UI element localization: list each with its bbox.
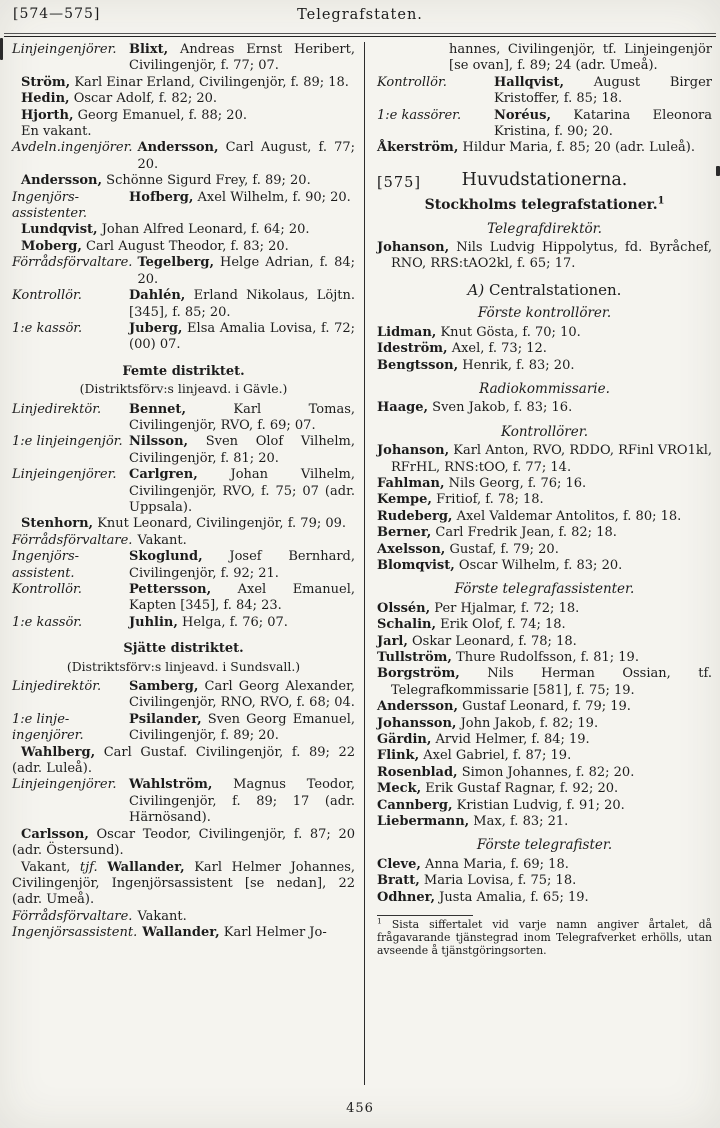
person-name: Johansson, [377,715,457,731]
footnote [377,915,712,958]
person-name: Fahlman, [377,475,445,491]
page-number-bracket: [575] [377,174,421,191]
entry-text [377,357,712,374]
role-label: Förrådsförvaltare. [12,255,133,271]
directory-entry [12,321,355,354]
entry-details: Katarina Eleonora Kristina, f. 90; 20. [494,107,712,140]
entry-text [129,549,355,582]
person-name: Bratt, [377,873,420,889]
person-name: Moberg, [21,238,82,254]
page-footer [0,1101,720,1116]
person-name: Flink, [377,748,420,764]
entry-text [377,814,712,830]
scan-artifact [0,38,3,60]
person-name: Cleve, [377,856,421,872]
entry-details: Karl Tomas, Civilingenjör, RVO, f. 69; 07. [129,401,355,433]
entry-details: hannes, Civilingenjör, tf. Linjeingenjör [se ovan], f. 89; 24 (adr. Umeå). [449,42,712,74]
person-name: Axelsson, [377,541,446,557]
directory-entry [12,42,355,75]
entry-details: Max, f. 83; 21. [469,814,569,830]
entry-details: Gustaf Leonard, f. 79; 19. [458,699,631,715]
district-subnote: (Distriktsförv:s linjeavd. i Gävle.) [79,381,288,397]
entry-details: Axel Emanuel, Kapten [345], f. 84; 23. [129,582,355,614]
person-name: Schalin, [377,617,437,633]
entry-details: Johan Vilhelm, Civilingenjör, RVO, f. 75; 07 (adr. Uppsala). [129,467,355,515]
entry-text [12,108,355,124]
directory-entry [12,679,355,712]
entry-text [12,827,355,860]
entry-text [12,860,355,909]
entry-details: August Birger Kristoffer, f. 85; 18. [494,74,712,107]
footnote-text: Sista siffertalet vid varje namn angiver årtalet, då frågavarande tjänstegrad inom Telegrafverket erhölls, utan avseende å tjänstgöringsorten. [377,918,712,957]
directory-entry [12,434,355,467]
directory-entry [377,873,712,889]
directory-entry [377,890,712,906]
person-name: Bengtsson, [377,357,459,373]
entry-text [377,508,712,525]
directory-entry [377,798,712,814]
right-column [364,42,712,1085]
entry-text [129,615,355,631]
left-column [12,42,364,1085]
columns [0,37,720,1085]
entry-details: Georg Emanuel, f. 88; 20. [73,107,247,123]
person-name: Blomqvist, [377,557,455,573]
entry-text [129,402,355,435]
directory-entry [12,190,355,223]
entry-text [137,533,355,549]
district-heading: Femte distriktet. [122,363,245,379]
role-label: 1:e kassör. [12,614,83,630]
entry-details: Nils Georg, f. 76; 16. [444,475,587,491]
footnote-ref: 1 [657,195,665,207]
station-heading [377,197,712,213]
entry-text [12,124,355,140]
entry-text [377,492,712,508]
person-name: Juhlin, [129,614,178,630]
person-name: Jarl, [377,633,408,649]
entry-details: Magnus Teodor, Civilingenjör, f. 89; 17 (adr. Härnösand). [129,777,355,826]
directory-entry [12,402,355,435]
role-group-heading: Kontrollörer. [500,423,589,440]
entry-details: Per Hjalmar, f. 72; 18. [430,600,580,616]
entry-text [377,873,712,889]
entry-text [129,777,355,826]
directory-entry [12,75,355,91]
entry-details: John Jakob, f. 82; 19. [456,715,599,731]
directory-entry [12,860,355,909]
role-label: Kontrollör. [12,288,82,304]
person-name: Lundqvist, [21,222,98,238]
person-name: Hallqvist, [494,74,565,90]
person-name: Blixt, [129,42,169,57]
entry-details: Hildur Maria, f. 85; 20 (adr. Luleå). [458,140,695,156]
directory-entry [377,542,712,558]
entry-details: Carl Gustaf. Civilingenjör, f. 89; 22 (adr. Luleå). [12,744,355,777]
directory-entry [12,712,355,745]
section-title-text: Huvudstationerna. [461,169,628,190]
role-label: 1:e linjeingenjör. [12,434,123,450]
role-label: Förrådsförvaltare. [12,908,133,924]
page-header [0,0,720,32]
directory-entry [377,525,712,541]
entry-details: Helga, f. 76; 07. [177,614,288,630]
directory-entry [377,666,712,699]
entry-text [377,764,712,781]
person-name: Gärdin, [377,732,432,748]
directory-entry [377,75,712,108]
entry-details: Karl Helmer Johannes, Civilingenjör, Ingenjörsassistent [se nedan], 22 (adr. Umeå). [12,859,355,908]
entry-details: Anna Maria, f. 69; 18. [420,856,569,872]
entry-text [377,341,712,357]
entry-text [377,732,712,748]
directory-entry [12,222,355,238]
entry-text [377,650,712,666]
directory-entry [12,91,355,107]
person-name: Pettersson, [129,582,212,597]
person-name: Meck, [377,781,422,797]
station-heading-text: Stockholms telegrafstationer. [424,197,658,214]
person-name: Nilsson, [129,434,189,450]
directory-entry [377,509,712,525]
section-title [377,169,712,191]
entry-text [129,712,355,745]
subsection-heading [377,282,712,298]
role-label: Linjeingenjörer. [12,467,117,483]
person-name: Kempe, [377,492,432,508]
entry-details: Erland Nikolaus, Löjtn. [345], f. 85; 20. [129,288,355,320]
person-name: Wahlström, [129,777,213,793]
entry-details: Henrik, f. 83; 20. [458,357,575,373]
directory-entry [12,467,355,516]
person-name: Hedin, [21,91,70,107]
directory-entry [12,239,355,255]
entry-details: Fritiof, f. 78; 18. [431,492,544,508]
person-name: Borgström, [377,666,460,682]
directory-entry [377,108,712,141]
person-name: Ström, [21,74,71,90]
directory-entry [377,699,712,715]
role-group-heading: Förste telegrafister. [476,837,613,854]
person-name: Noréus, [494,107,551,123]
entry-text [12,516,355,532]
entry-text [129,679,355,712]
role-label: Kontrollör. [377,74,447,90]
district-subnote: (Distriktsförv:s linjeavd. i Sundsvall.) [66,658,301,674]
entry-details: Kristian Ludvig, f. 91; 20. [452,797,625,813]
role-label: Kontrollör. [12,582,82,597]
entry-details: Oscar Adolf, f. 82; 20. [69,91,218,107]
entry-text [129,288,355,321]
entry-details: Carl Fredrik Jean, f. 82; 18. [431,525,617,541]
role-label: Avdeln.ingenjörer. [12,140,133,156]
directory-entry [377,617,712,633]
role-label: 1:e kassörer. [377,107,462,123]
entry-text [137,909,355,925]
directory-entry [12,777,355,826]
person-name: Johanson, [377,443,450,459]
entry-details: Vakant. [137,532,187,548]
entry-text [129,582,355,615]
directory-entry [12,288,355,321]
entry-details: Oskar Leonard, f. 78; 18. [407,633,577,649]
entry-text [377,557,712,574]
role-label: Ingenjörsassistent. [12,925,138,941]
entry-details: Nils Ludvig Hippolytus, fd. Byråchef, RNO, RRS:tAO2kl, f. 65; 17. [391,240,712,272]
entry-details: Simon Johannes, f. 82; 20. [457,764,635,780]
directory-entry [377,765,712,781]
entry-text [129,190,355,223]
person-name: Rudeberg, [377,508,453,524]
entry-text [377,889,712,906]
entry-text [129,467,355,516]
entry-text [129,42,355,75]
role-label: Linjedirektör. [12,679,102,695]
entry-details: Sven Olof Vilhelm, Civilingenjör, f. 81; 20. [129,434,355,466]
entry-details: Schönne Sigurd Frey, f. 89; 20. [102,173,311,189]
entry-text [377,748,712,764]
entry-text [12,75,355,91]
entry-details: Andreas Ernst Heribert, Civilingenjör, f. 77; 07. [129,42,355,74]
person-name: Hjorth, [21,107,74,123]
entry-details: Axel, f. 73; 12. [447,341,547,357]
directory-entry [12,140,355,173]
person-name: Tullström, [377,650,452,665]
directory-entry [12,909,355,925]
entry-details: Elsa Amalia Lovisa, f. 72; (00) 07. [129,320,355,353]
entry-details: Erik Gustaf Ragnar, f. 92; 20. [421,781,619,797]
directory-entry [12,124,355,140]
person-name: Hofberg, [129,189,194,205]
role-label: Linjeingenjörer. [12,42,117,57]
entry-details: Carl Georg Alexander, Civilingenjör, RNO, RVO, f. 68; 04. [129,679,355,711]
role-group-heading: Radiokommissarie. [479,380,610,397]
person-name: Wallander, [107,859,185,875]
entry-text [377,475,712,492]
directory-entry [12,925,355,941]
person-name: Andersson, [137,140,219,156]
person-name: Wallander, [142,925,220,941]
directory-entry [377,781,712,797]
directory-entry [12,615,355,631]
person-name: Liebermann, [377,814,470,830]
entry-details: Axel Gabriel, f. 87; 19. [419,748,572,764]
person-name: Andersson, [21,173,103,189]
directory-entry [12,533,355,549]
district-heading: Sjätte distriktet. [123,641,244,657]
directory-entry [12,108,355,124]
entry-text [377,525,712,541]
directory-entry [12,745,355,778]
directory-entry [377,558,712,574]
person-name: Psilander, [129,711,202,727]
entry-text [129,321,355,354]
role-label: Linjeingenjörer. [12,777,117,793]
page-number: 456 [346,1101,374,1116]
entry-text [377,715,712,732]
directory-entry [12,255,355,288]
entry-details: Carl August Theodor, f. 83; 20. [81,238,289,254]
person-name: Rosenblad, [377,764,458,780]
footnote-marker: 1 [377,916,382,926]
person-name: Cannberg, [377,797,453,813]
person-name: Berner, [377,525,432,541]
person-name: Wahlberg, [21,744,96,760]
entry-text [449,42,712,75]
entry-text [377,617,712,633]
entry-details: Carl August, f. 77; 20. [137,140,355,172]
directory-entry [377,748,712,764]
entry-text [142,925,355,941]
person-name: Samberg, [129,679,199,695]
role-label: 1:e linje-ingenjörer. [12,711,84,744]
directory-entry [377,240,712,273]
entry-text [377,633,712,650]
entry-details: Nils Herman Ossian, tf. Telegrafkommissarie [581], f. 75; 19. [391,666,712,698]
role-label: Ingenjörs-assistent. [12,549,80,581]
directory-entry [377,476,712,492]
directory-entry [12,582,355,615]
entry-text [377,781,712,797]
entry-details: Vakant. [137,908,187,924]
entry-details: Helge Adrian, f. 84; 20. [137,255,355,287]
entry-details: Karl Einar Erland, Civilingenjör, f. 89; 18. [70,74,349,90]
person-name: Juberg, [129,320,183,336]
entry-text [377,541,712,558]
entry-text [137,255,355,288]
entry-text [12,173,355,189]
entry-details: Oscar Wilhelm, f. 83; 20. [454,557,623,573]
entry-details: Karl Anton, RVO, RDDO, RFinl VRO1kl, RFrHL, RNS:tOO, f. 77; 14. [391,443,713,475]
entry-text [12,239,355,255]
person-name: Lidman, [377,324,437,340]
entry-details: Sven Georg Emanuel, Civilingenjör, f. 89; 20. [129,711,355,744]
page-title: Telegrafstaten. [297,7,423,23]
person-name: Carlsson, [21,826,89,842]
entry-text [377,140,712,156]
directory-entry [12,827,355,860]
entry-details: En vakant. [21,124,92,140]
directory-entry [377,140,712,156]
entry-prefix: Vakant, [21,859,80,875]
entry-text [138,140,356,173]
person-name: Johanson, [377,240,450,256]
directory-entry [377,492,712,508]
role-group-heading: Telegrafdirektör. [487,220,602,237]
entry-details: Maria Lovisa, f. 75; 18. [419,873,577,889]
person-name: Dahlén, [129,288,186,304]
directory-entry [12,173,355,189]
entry-text [12,745,355,778]
person-name: Tegelberg, [137,255,215,271]
directory-entry [377,400,712,416]
directory-entry [12,516,355,532]
scan-artifact [716,166,720,176]
directory-entry [377,650,712,666]
directory-entry [449,42,712,75]
person-name: Andersson, [377,699,459,715]
entry-role-inline: tjf. [79,859,108,875]
person-name: Carlgren, [129,467,198,483]
directory-entry [377,325,712,341]
subsection-text: Centralstationen. [484,280,622,299]
directory-entry [377,443,712,476]
directory-entry [377,857,712,873]
directory-entry [377,716,712,732]
entry-text [129,434,355,467]
entry-text [12,91,355,107]
role-label: Ingenjörs-assistenter. [12,189,88,222]
entry-details: Sven Jakob, f. 83; 16. [428,400,573,416]
entry-text [377,666,712,699]
entry-text [377,240,712,273]
person-name: Ideström, [377,341,448,357]
entry-details: Karl Helmer Jo- [219,925,327,941]
person-name: Skoglund, [129,549,203,565]
page-range: [574—575] [13,6,101,22]
entry-details: Knut Gösta, f. 70; 10. [436,324,581,340]
entry-text [377,699,712,715]
person-name: Åkerström, [377,140,459,156]
directory-entry [377,341,712,357]
entry-details: Josef Bernhard, Civilingenjör, f. 92; 21. [129,549,355,581]
entry-text [377,400,712,416]
person-name: Stenhorn, [21,516,94,532]
directory-entry [377,732,712,748]
entry-text [377,797,712,814]
entry-text [377,324,712,341]
role-group-heading: Förste telegrafassistenter. [454,581,635,598]
entry-details: Axel Valdemar Antolitos, f. 80; 18. [452,508,682,524]
entry-text [377,443,713,476]
entry-details: Axel Wilhelm, f. 90; 20. [193,189,351,205]
directory-entry [377,601,712,617]
entry-details: Oscar Teodor, Civilingenjör, f. 87; 20 (adr. Östersund). [12,826,355,859]
directory-entry [377,634,712,650]
role-label: Linjedirektör. [12,401,102,417]
entry-details: Gustaf, f. 79; 20. [445,541,559,557]
entry-text [12,222,355,238]
directory-entry [377,814,712,830]
person-name: Bennet, [129,401,186,417]
entry-details: Johan Alfred Leonard, f. 64; 20. [97,222,310,238]
entry-details: Knut Leonard, Civilingenjör, f. 79; 09. [93,516,347,532]
entry-details: Justa Amalia, f. 65; 19. [435,889,589,905]
person-name: Olssén, [377,600,431,616]
entry-text [377,856,712,873]
subsection-letter: A) [467,280,485,299]
entry-text [377,600,712,617]
entry-details: Thure Rudolfsson, f. 81; 19. [451,650,639,665]
role-label: 1:e kassör. [12,320,83,336]
entry-text [494,108,712,141]
entry-details: Arvid Helmer, f. 84; 19. [431,732,590,748]
entry-details: Erik Olof, f. 74; 18. [436,617,566,633]
person-name: Haage, [377,400,429,416]
directory-entry [12,549,355,582]
role-group-heading: Förste kontrollörer. [477,305,612,322]
role-label: Förrådsförvaltare. [12,532,133,548]
directory-entry [377,358,712,374]
entry-text [494,75,712,108]
person-name: Odhner, [377,889,436,905]
